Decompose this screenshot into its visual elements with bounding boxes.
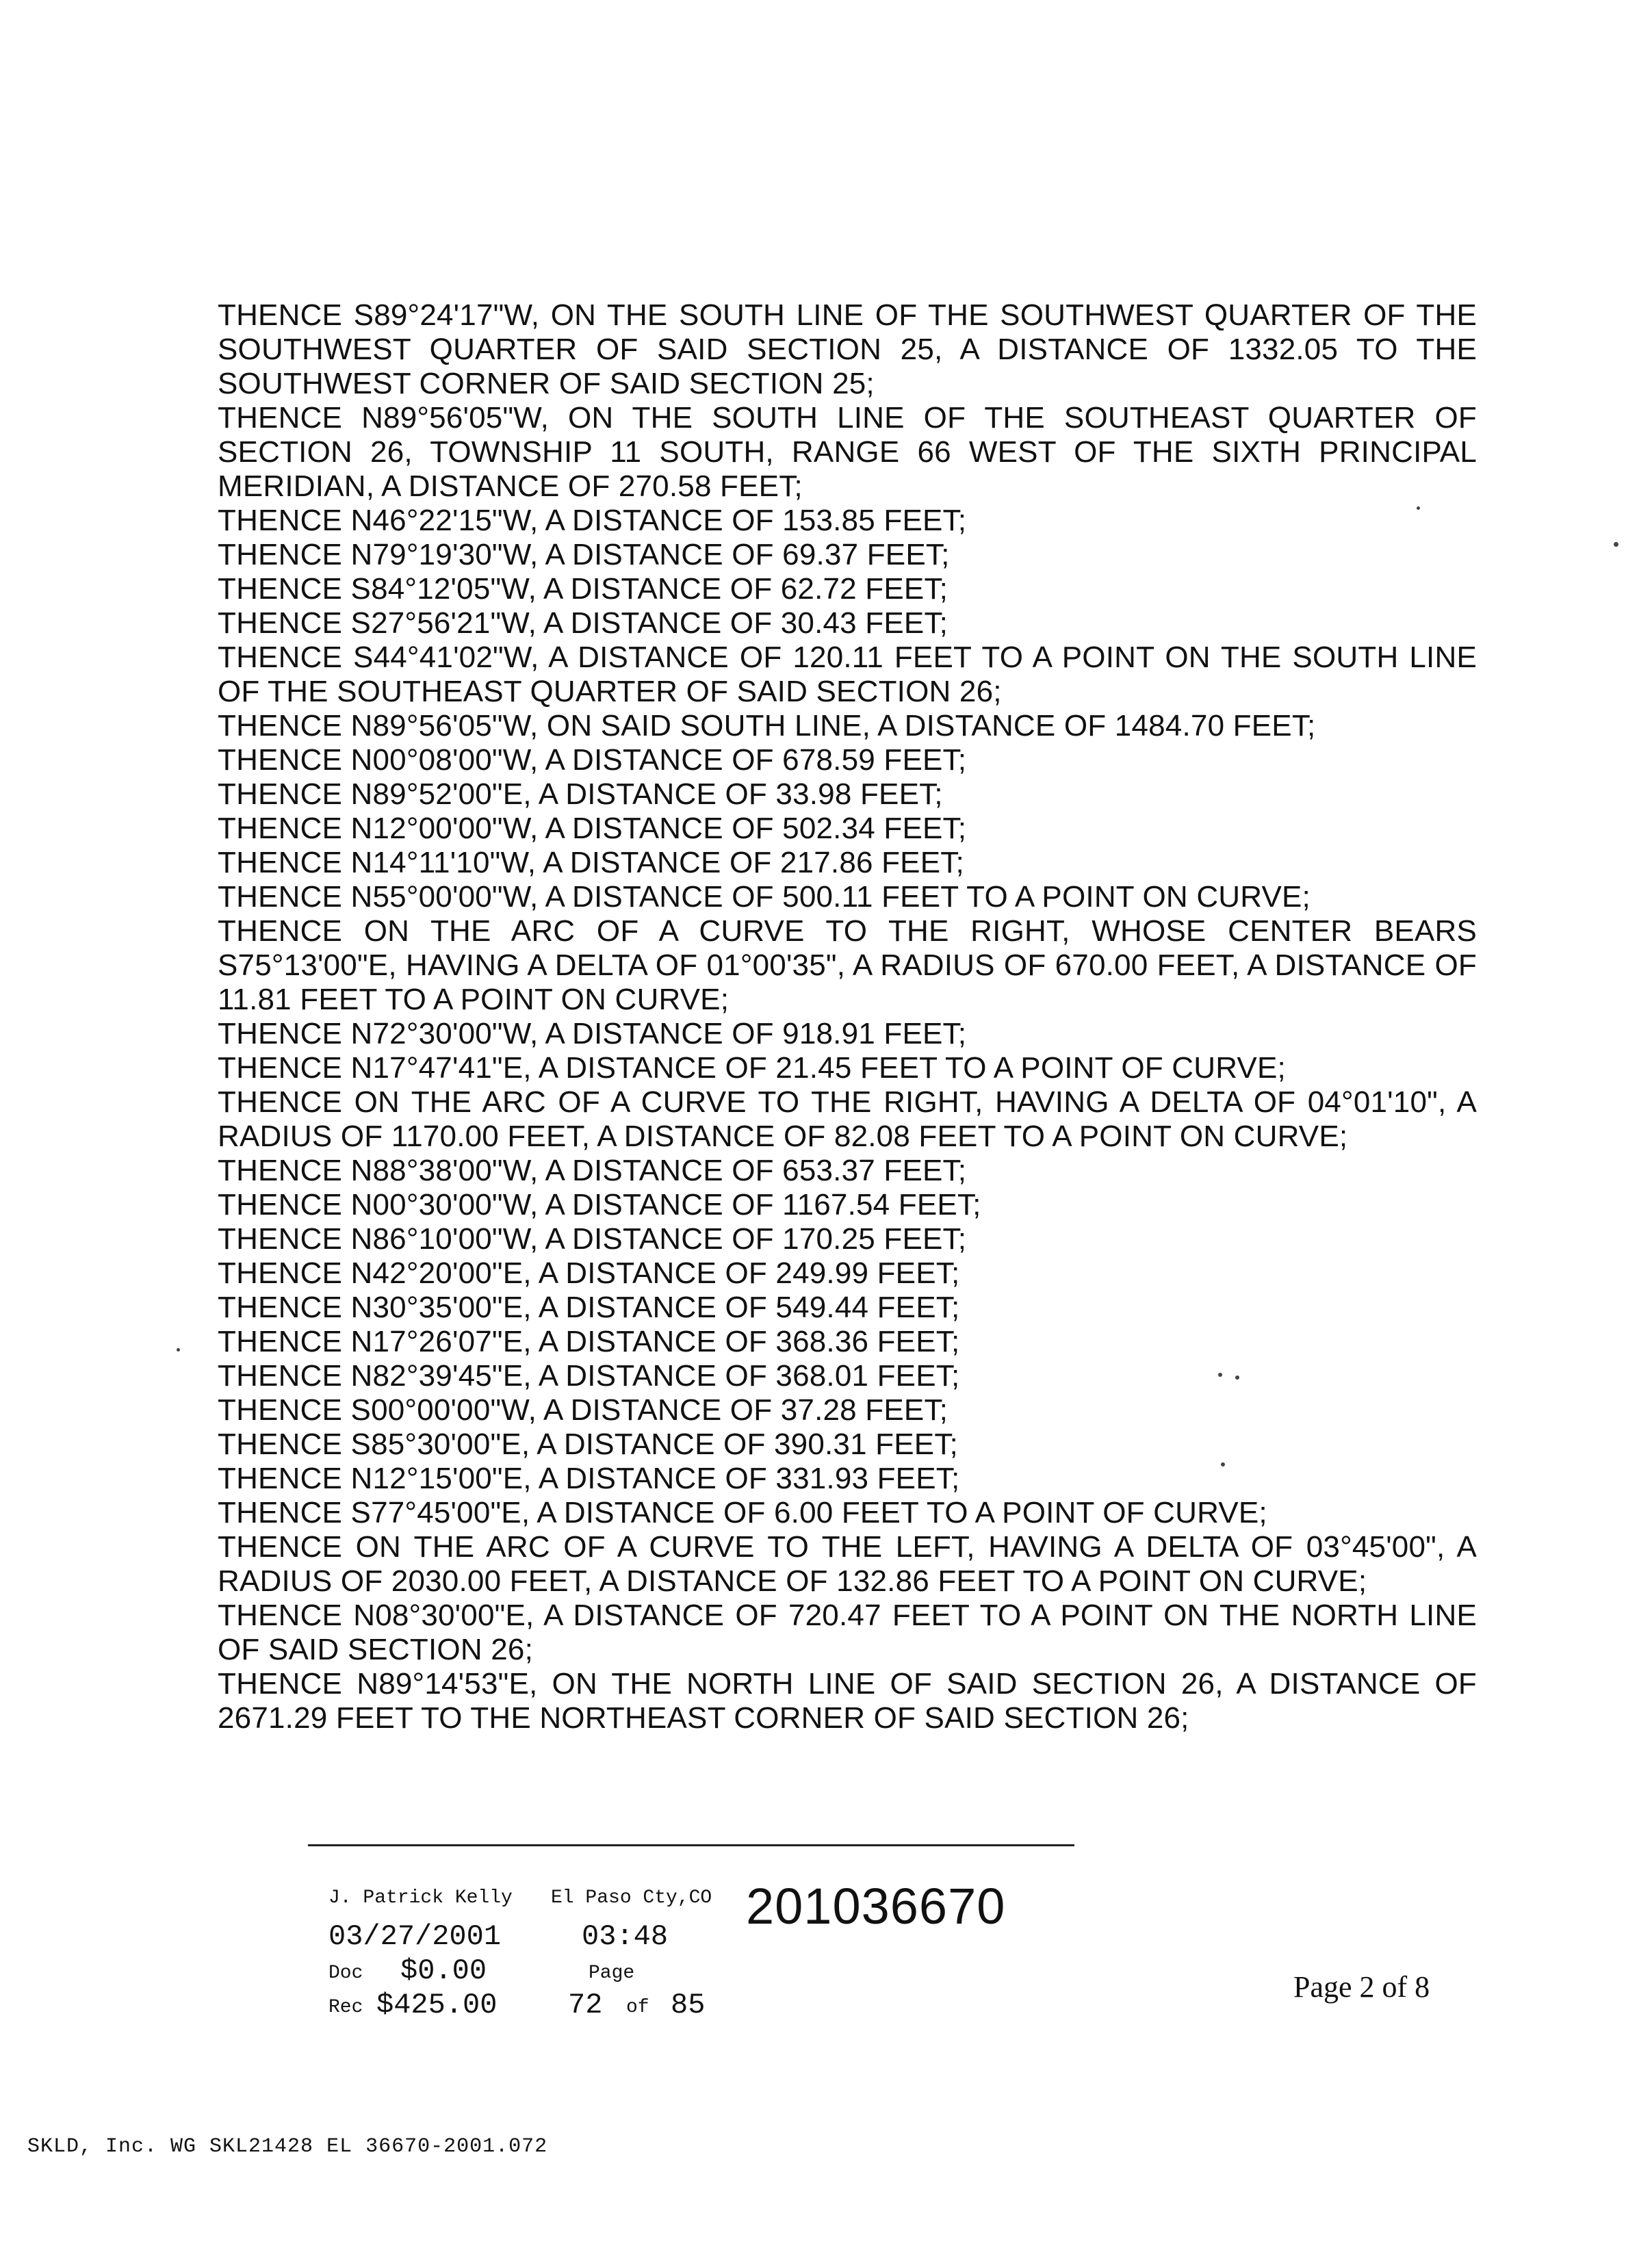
recording-date: 03/27/2001	[328, 1920, 502, 1953]
scan-speck	[1221, 1462, 1225, 1467]
legal-course: THENCE N17°47'41"E, A DISTANCE OF 21.45 FEET TO A POINT OF CURVE;	[218, 1051, 1286, 1085]
legal-course: THENCE N46°22'15"W, A DISTANCE OF 153.85 FEET;	[218, 504, 967, 537]
legal-course: THENCE N17°26'07"E, A DISTANCE OF 368.36 FEET;	[218, 1325, 960, 1358]
legal-course: THENCE N89°56'05"W, ON THE SOUTH LINE OF THE SOUTHEAST QUARTER OF SECTION 26, TOWNSHIP 11 SOUTH, RANGE 66 WEST OF THE SIXTH PRINCIPAL MERIDIAN, A DISTANCE OF 270.58 FEET;	[218, 401, 1477, 503]
legal-course: THENCE N12°00'00"W, A DISTANCE OF 502.34 FEET;	[218, 812, 967, 845]
page-indicator: Page 2 of 8	[1293, 1970, 1430, 2004]
scan-speck	[177, 1348, 180, 1352]
legal-course: THENCE S27°56'21"W, A DISTANCE OF 30.43 FEET;	[218, 606, 948, 640]
legal-course: THENCE N55°00'00"W, A DISTANCE OF 500.11 FEET TO A POINT ON CURVE;	[218, 880, 1311, 914]
legal-course: THENCE S84°12'05"W, A DISTANCE OF 62.72 FEET;	[218, 572, 948, 606]
legal-course: THENCE N88°38'00"W, A DISTANCE OF 653.37 FEET;	[218, 1154, 967, 1187]
legal-course: THENCE N08°30'00"E, A DISTANCE OF 720.47 FEET TO A POINT ON THE NORTH LINE OF SAID SECTION 26;	[218, 1599, 1477, 1666]
legal-course: THENCE S00°00'00"W, A DISTANCE OF 37.28 FEET;	[218, 1393, 948, 1427]
legal-course: THENCE N30°35'00"E, A DISTANCE OF 549.44 FEET;	[218, 1291, 960, 1324]
legal-description	[218, 298, 1477, 1735]
of-label: of	[626, 1997, 649, 2018]
recorder-name: J. Patrick Kelly	[328, 1887, 513, 1909]
legal-course: THENCE N86°10'00"W, A DISTANCE OF 170.25 FEET;	[218, 1222, 967, 1256]
legal-course: THENCE N12°15'00"E, A DISTANCE OF 331.93 FEET;	[218, 1462, 960, 1495]
county-label: El Paso Cty,CO	[551, 1887, 712, 1909]
rec-label: Rec	[328, 1997, 363, 2018]
recording-time: 03:48	[582, 1920, 669, 1953]
legal-course: THENCE N00°08'00"W, A DISTANCE OF 678.59 FEET;	[218, 743, 967, 777]
rec-fee: $425.00	[376, 1989, 498, 2021]
legal-course: THENCE N89°56'05"W, ON SAID SOUTH LINE, A DISTANCE OF 1484.70 FEET;	[218, 709, 1316, 742]
legal-course: THENCE N00°30'00"W, A DISTANCE OF 1167.54 FEET;	[218, 1188, 981, 1222]
legal-course: THENCE N14°11'10"W, A DISTANCE OF 217.86 FEET;	[218, 846, 964, 879]
legal-course: THENCE N42°20'00"E, A DISTANCE OF 249.99 FEET;	[218, 1256, 960, 1290]
scan-speck	[1218, 1373, 1222, 1377]
legal-course: THENCE ON THE ARC OF A CURVE TO THE LEFT, HAVING A DELTA OF 03°45'00", A RADIUS OF 2030.00 FEET, A DISTANCE OF 132.86 FEET TO A POINT ON CURVE;	[218, 1530, 1477, 1598]
legal-course: THENCE S77°45'00"E, A DISTANCE OF 6.00 FEET TO A POINT OF CURVE;	[218, 1496, 1267, 1529]
legal-course: THENCE N79°19'30"W, A DISTANCE OF 69.37 FEET;	[218, 538, 950, 571]
scan-speck	[1235, 1375, 1239, 1380]
scan-speck	[1614, 542, 1618, 547]
page-total: 85	[671, 1989, 706, 2021]
scan-speck	[1417, 506, 1420, 510]
doc-label: Doc	[328, 1963, 363, 1984]
page-label: Page	[589, 1963, 635, 1984]
legal-course: THENCE N89°14'53"E, ON THE NORTH LINE OF SAID SECTION 26, A DISTANCE OF 2671.29 FEET TO THE NORTHEAST CORNER OF SAID SECTION 26;	[218, 1667, 1477, 1735]
legal-course: THENCE S44°41'02"W, A DISTANCE OF 120.11 FEET TO A POINT ON THE SOUTH LINE OF THE SOUTHEAST QUARTER OF SAID SECTION 26;	[218, 641, 1477, 708]
recording-stamp	[308, 1844, 1074, 2024]
document-footer: SKLD, Inc. WG SKL21428 EL 36670-2001.072	[27, 2135, 548, 2158]
reception-number: 201036670	[746, 1878, 1006, 1935]
doc-fee: $0.00	[400, 1954, 487, 1987]
legal-course: THENCE N72°30'00"W, A DISTANCE OF 918.91 FEET;	[218, 1017, 967, 1050]
page-number: 72	[568, 1989, 603, 2021]
legal-course: THENCE ON THE ARC OF A CURVE TO THE RIGHT, HAVING A DELTA OF 04°01'10", A RADIUS OF 1170.00 FEET, A DISTANCE OF 82.08 FEET TO A POINT ON CURVE;	[218, 1085, 1477, 1153]
legal-course: THENCE N82°39'45"E, A DISTANCE OF 368.01 FEET;	[218, 1359, 960, 1393]
legal-course: THENCE N89°52'00"E, A DISTANCE OF 33.98 FEET;	[218, 777, 943, 811]
legal-course: THENCE ON THE ARC OF A CURVE TO THE RIGHT, WHOSE CENTER BEARS S75°13'00"E, HAVING A DELTA OF 01°00'35", A RADIUS OF 670.00 FEET, A DISTANCE OF 11.81 FEET TO A POINT ON CURVE;	[218, 914, 1477, 1016]
legal-course: THENCE S89°24'17"W, ON THE SOUTH LINE OF THE SOUTHWEST QUARTER OF THE SOUTHWEST QUARTER OF SAID SECTION 25, A DISTANCE OF 1332.05 TO THE SOUTHWEST CORNER OF SAID SECTION 25;	[218, 298, 1477, 400]
legal-course: THENCE S85°30'00"E, A DISTANCE OF 390.31 FEET;	[218, 1427, 958, 1461]
